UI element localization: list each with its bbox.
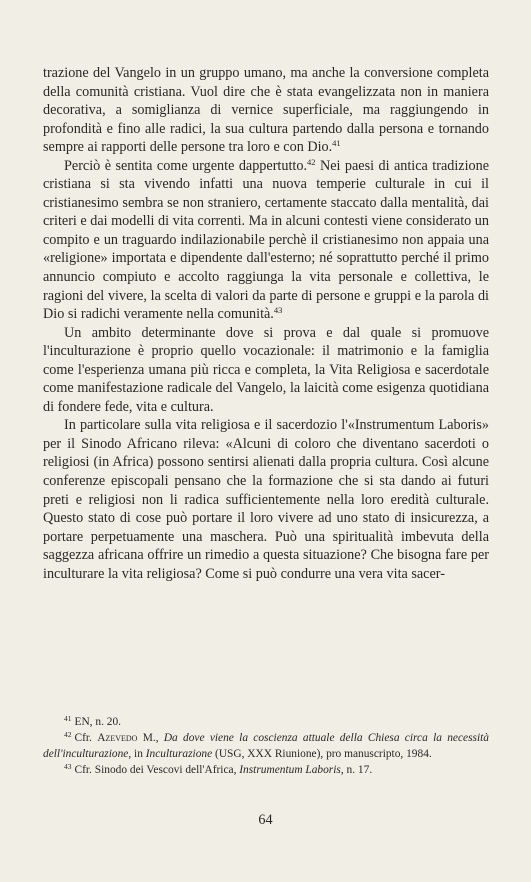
- footnote-42: [43, 731, 489, 763]
- footnote-text: , n. 17.: [340, 763, 373, 776]
- paragraph-1-text: trazione del Vangelo in un gruppo umano, ma anche la conversione completa della comunità cristiana. Vuol dire che è stata evangelizzata non in maniera decorativa, a somiglianza di vernice superficiale, ma raggiungendo in profondità e fino alle radici, la sua cultura partendo dalla persona e tornando sempre ai rapporti delle persone tra loro e con Dio.: [43, 65, 489, 156]
- footnote-source: Inculturazione: [145, 747, 213, 760]
- footnote-text: EN, n. 20.: [74, 716, 122, 728]
- footnote-text: (USG, XXX Riunione), pro manuscripto, 1984.: [212, 747, 432, 760]
- footnote-author: Azevedo: [97, 731, 138, 744]
- footnote-text: M.,: [137, 731, 164, 744]
- footnote-title: Instrumentum Laboris: [239, 763, 341, 776]
- paragraph-1: [43, 64, 489, 157]
- footnote-text: , in: [128, 747, 146, 760]
- footnote-ref-43[interactable]: 43: [273, 305, 283, 316]
- paragraph-2: [43, 157, 489, 324]
- page-number: 64: [258, 812, 273, 828]
- footnote-title: Da dove viene la coscienza attuale della Chiesa circa la necessità dell'inculturazione: [43, 731, 489, 760]
- paragraph-2-text-a: Perciò è sentita come urgente dappertutto.: [64, 157, 307, 174]
- footnote-41: [43, 715, 489, 731]
- footnote-text: Cfr. Sinodo dei Vescovi dell'Africa,: [74, 763, 240, 776]
- paragraph-4: In particolare sulla vita religiosa e il sacerdozio l'«Instrumentum Laboris» per il Sinodo Africano rileva: «Alcuni di coloro che diventano sacerdoti o religiosi (in Africa) possono sentirsi alienati dalla propria cultura. Così alcune conferenze episcopali pensano che la formazione che si sta dando ai futuri preti e religiosi non li radica sufficientemente nella loro eredità culturale. Questo stato di cose può portare il loro vivere ad uno stato di insicurezza, a portare perpetuamente una maschera. Può una spiritualità imbevuta della saggezza africana offrire un rimedio a questa situazione? Che bisogna fare per inculturare la vita religiosa? Come si può condurre una vera vita sacer-: [43, 417, 489, 582]
- paragraph-2-text-b: Nei paesi di antica tradizione cristiana si sta vivendo infatti una nuova temperie culturale in cui il cristianesimo sembra se non straniero, certamente staccato dalla mentalità, dai criteri e dai modelli di vita correnti. Ma in alcuni contesti viene considerato un compito e un traguardo indilazionabile perchè il cristianesimo non appaia una «religione» importata e dipendente dall'esterno; né soprattutto perché il primo annuncio compiuto e accolto raggiunga la vita personale e collettiva, le ragioni del vivere, la scelta di valori da parte di persone e gruppi e la parola di Dio si radichi veramente nella comunità.: [43, 157, 490, 323]
- footnote-ref-42[interactable]: 42: [307, 156, 316, 167]
- main-text: [43, 64, 489, 583]
- footnote-43: [43, 763, 489, 779]
- footnote-number: 42: [64, 729, 72, 739]
- footnote-ref-41[interactable]: 41: [332, 138, 341, 149]
- footnote-number: 43: [64, 761, 72, 771]
- footnote-number: 41: [64, 714, 72, 723]
- footnote-text: Cfr.: [74, 731, 98, 744]
- paragraph-3: Un ambito determinante dove si prova e dal quale si promuove l'inculturazione è proprio quello vocazionale: il matrimonio e la famiglia come l'esperienza umana più ricca e completa, la Vita Religiosa e sacerdotale come manifestazione radicale del Vangelo, la laicità come esigenza quotidiana di fondere fede, vita e cultura.: [43, 324, 489, 415]
- footnotes: [43, 715, 489, 779]
